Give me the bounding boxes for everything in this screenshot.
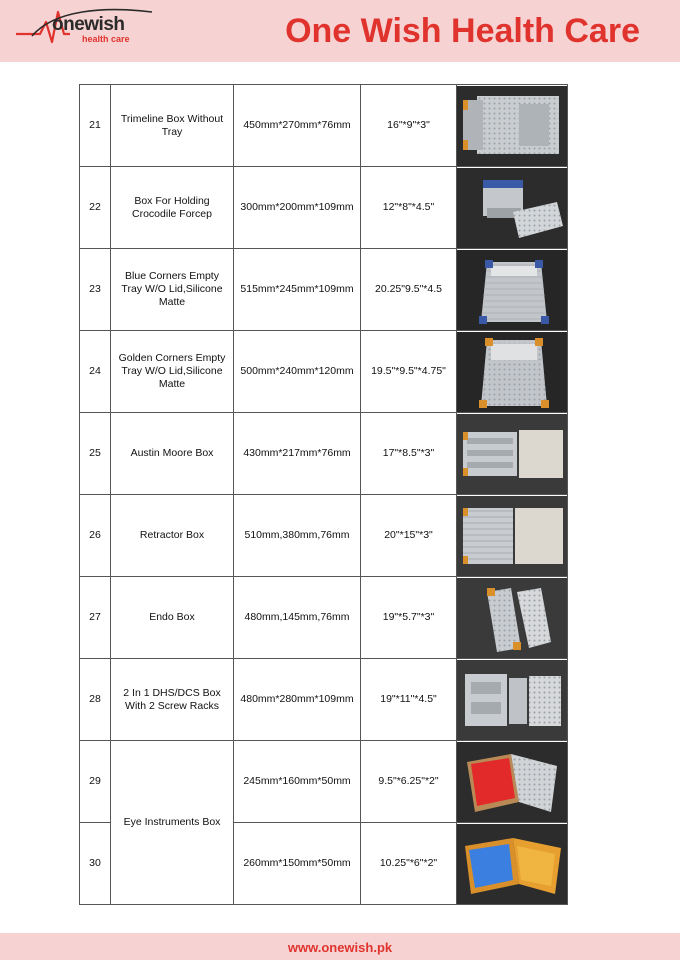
row-number: 27 — [80, 577, 111, 659]
blue-corner-box-image — [457, 168, 567, 248]
table-row — [80, 741, 568, 823]
product-name: Retractor Box — [111, 495, 234, 577]
product-name: Trimeline Box Without Tray — [111, 85, 234, 167]
size-mm: 450mm*270mm*76mm — [234, 85, 361, 167]
size-inch: 9.5"*6.25"*2" — [361, 741, 457, 823]
product-photo-cell — [457, 413, 568, 495]
austin-moore-box-image — [457, 414, 567, 494]
page-title: One Wish Health Care — [285, 12, 640, 50]
size-mm: 245mm*160mm*50mm — [234, 741, 361, 823]
size-mm: 260mm*150mm*50mm — [234, 823, 361, 905]
retractor-box-image — [457, 496, 567, 576]
golden-corner-tray-image — [457, 332, 567, 412]
size-inch: 20.25"9.5"*4.5 — [361, 249, 457, 331]
row-number: 25 — [80, 413, 111, 495]
product-photo-cell — [457, 741, 568, 823]
size-inch: 17"*8.5"*3" — [361, 413, 457, 495]
blue-corner-tray-image — [457, 250, 567, 330]
row-number: 21 — [80, 85, 111, 167]
footer-band — [0, 933, 680, 960]
row-number: 22 — [80, 167, 111, 249]
product-name: Box For Holding Crocodile Forcep — [111, 167, 234, 249]
product-name: Golden Corners Empty Tray W/O Lid,Silicone Matte — [111, 331, 234, 413]
size-mm: 480mm,145mm,76mm — [234, 577, 361, 659]
product-name: Blue Corners Empty Tray W/O Lid,Silicone Matte — [111, 249, 234, 331]
product-name: Eye Instruments Box — [111, 741, 234, 905]
logo-tagline: health care — [82, 34, 130, 44]
row-number: 24 — [80, 331, 111, 413]
size-inch: 10.25"*6"*2" — [361, 823, 457, 905]
size-mm: 430mm*217mm*76mm — [234, 413, 361, 495]
website-url[interactable]: www.onewish.pk — [287, 940, 393, 955]
row-number: 28 — [80, 659, 111, 741]
size-inch: 16"*9"*3" — [361, 85, 457, 167]
size-inch: 19"*11"*4.5" — [361, 659, 457, 741]
product-photo-cell — [457, 823, 568, 905]
table-row — [80, 413, 568, 495]
silver-perforated-box-image — [457, 86, 567, 166]
size-inch: 20"*15"*3" — [361, 495, 457, 577]
header-band — [0, 0, 680, 62]
product-photo-cell — [457, 249, 568, 331]
size-mm: 500mm*240mm*120mm — [234, 331, 361, 413]
product-photo-cell — [457, 85, 568, 167]
product-photo-cell — [457, 331, 568, 413]
table-row — [80, 577, 568, 659]
row-number: 30 — [80, 823, 111, 905]
size-inch: 12"*8"*4.5" — [361, 167, 457, 249]
table-row — [80, 85, 568, 167]
red-mat-eye-box-image — [457, 742, 567, 822]
product-photo-cell — [457, 495, 568, 577]
size-inch: 19.5"*9.5"*4.75" — [361, 331, 457, 413]
product-name: Austin Moore Box — [111, 413, 234, 495]
row-number: 26 — [80, 495, 111, 577]
size-mm: 480mm*280mm*109mm — [234, 659, 361, 741]
table-row — [80, 167, 568, 249]
table-row — [80, 659, 568, 741]
row-number: 29 — [80, 741, 111, 823]
product-photo-cell — [457, 577, 568, 659]
logo-wordmark: onewish — [52, 14, 125, 35]
table-row — [80, 495, 568, 577]
product-photo-cell — [457, 659, 568, 741]
size-mm: 510mm,380mm,76mm — [234, 495, 361, 577]
product-name: Endo Box — [111, 577, 234, 659]
endo-box-image — [457, 578, 567, 658]
size-mm: 515mm*245mm*109mm — [234, 249, 361, 331]
product-name: 2 In 1 DHS/DCS Box With 2 Screw Racks — [111, 659, 234, 741]
table-row — [80, 331, 568, 413]
blue-mat-eye-box-image — [457, 824, 567, 904]
row-number: 23 — [80, 249, 111, 331]
size-mm: 300mm*200mm*109mm — [234, 167, 361, 249]
product-table — [79, 84, 568, 905]
table-row — [80, 249, 568, 331]
product-photo-cell — [457, 167, 568, 249]
screw-rack-box-image — [457, 660, 567, 740]
size-inch: 19"*5.7"*3" — [361, 577, 457, 659]
